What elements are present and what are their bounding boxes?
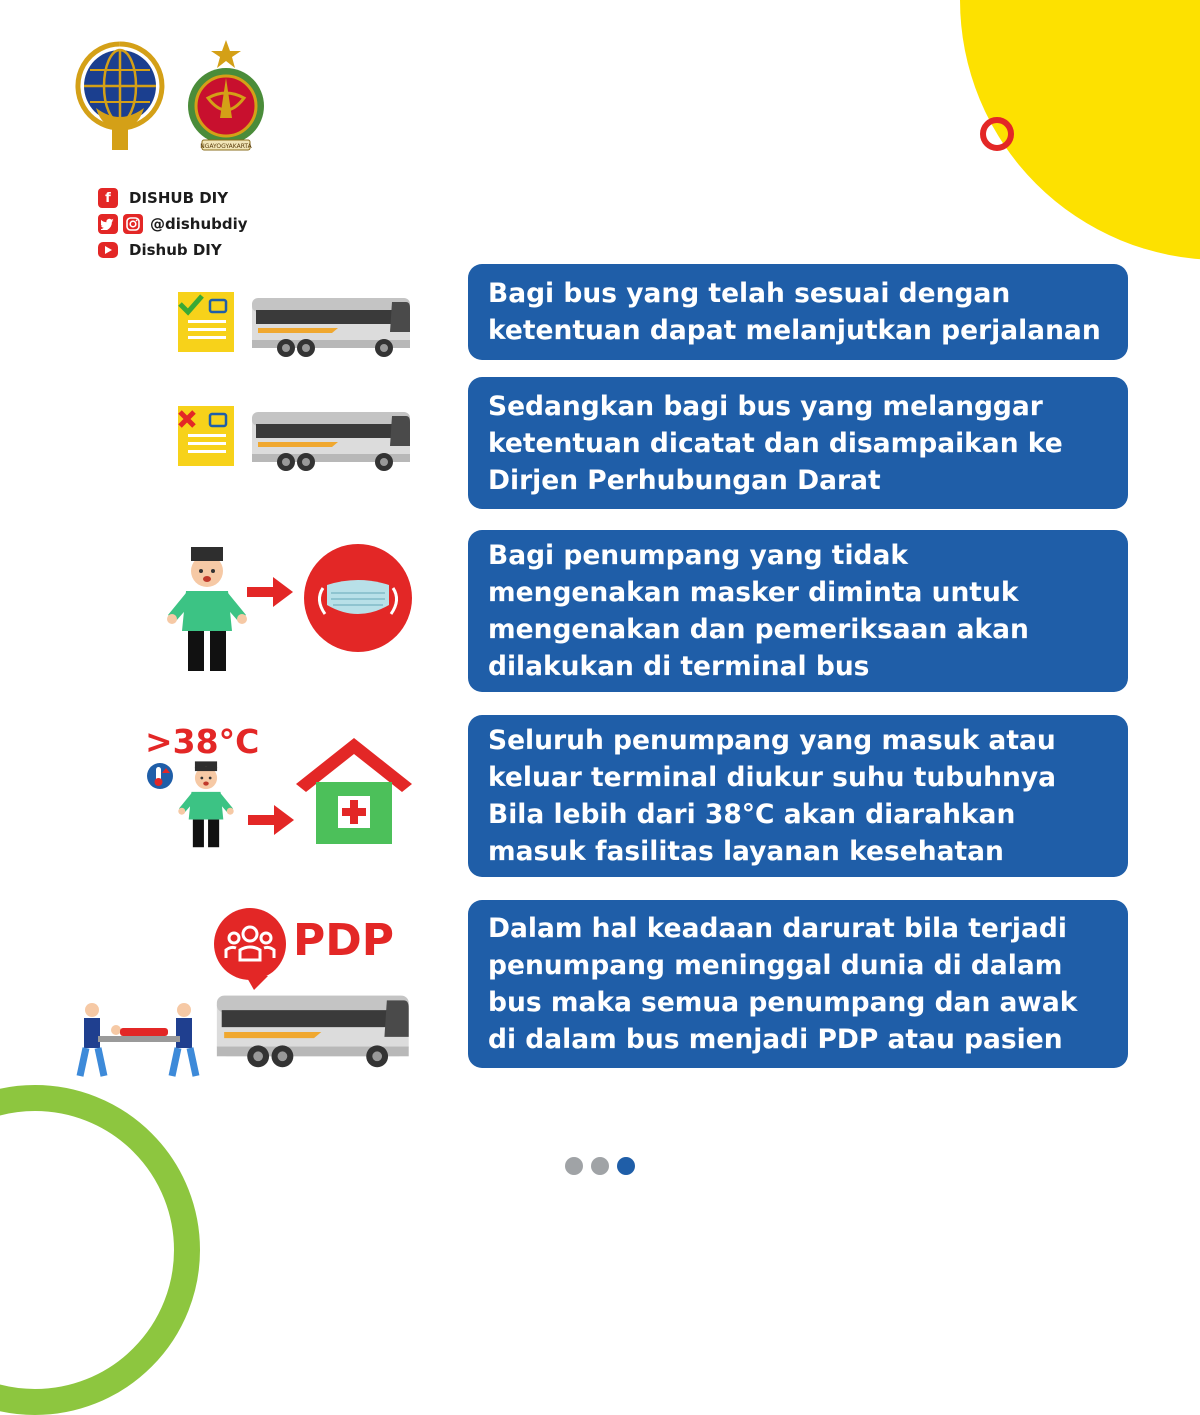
twitter-icon [98,214,118,234]
info-card-temperature [468,715,1128,877]
social-twitter-instagram [98,213,248,235]
youtube-icon [98,242,118,258]
passenger-icon [176,760,236,850]
info-card-text: Bagi penumpang yang tidak mengenakan masker diminta untuk mengenakan dan pemeriksaan akan dilakukan di terminal bus [488,540,1029,682]
pdp-label: PDP [293,915,395,966]
youtube-handle: Dishub DIY [129,241,222,259]
info-card-bus-approved [468,264,1128,360]
thermometer-icon [146,762,174,790]
info-card-mask [468,530,1128,692]
info-card-bus-violation [468,377,1128,509]
rejected-document-icon [172,404,238,468]
page-dot-1[interactable] [565,1157,583,1175]
decor-green-arc [0,1085,200,1415]
social-facebook [98,187,228,209]
pagination-dots [565,1157,635,1175]
info-card-emergency [468,900,1128,1068]
info-card-text: Seluruh penumpang yang masuk atau keluar terminal diukur suhu tubuhnya Bila lebih dari 38°C akan diarahkan masuk fasilitas layanan kesehatan [488,725,1057,867]
temperature-label: >38°C [145,722,260,761]
info-card-text: Dalam hal keadaan darurat bila terjadi penumpang meninggal dunia di dalam bus maka semua penumpang dan awak di dalam bus menjadi PDP atau pasien [488,913,1078,1055]
emblem-caption: NGAYOGYAKARTA [200,143,252,150]
kemenhub-logo [72,38,168,158]
instagram-icon [123,214,143,234]
facebook-handle: DISHUB DIY [129,189,229,207]
decor-red-ring [980,117,1014,151]
page-dot-2[interactable] [591,1157,609,1175]
stretcher-icon [74,1000,204,1080]
page-dot-3-active[interactable] [617,1157,635,1175]
arrow-right-icon [245,575,295,609]
twitter-instagram-handle: @dishubdiy [150,215,248,233]
arrow-right-icon [246,803,296,837]
pdp-group-bubble-icon [210,906,290,990]
info-card-text: Sedangkan bagi bus yang melanggar ketentuan dicatat dan disampaikan ke Dirjen Perhubungan Darat [488,390,1063,496]
bus-icon [212,992,416,1072]
passenger-icon [164,545,250,675]
facebook-icon: f [98,188,118,208]
diy-emblem [178,38,274,158]
approved-document-icon [172,290,238,354]
face-mask-icon [303,543,413,653]
health-facility-icon [292,734,416,846]
social-youtube [98,239,222,261]
bus-icon [248,410,416,474]
bus-icon [248,296,416,360]
info-card-text: Bagi bus yang telah sesuai dengan ketentuan dapat melanjutkan perjalanan [488,278,1101,346]
